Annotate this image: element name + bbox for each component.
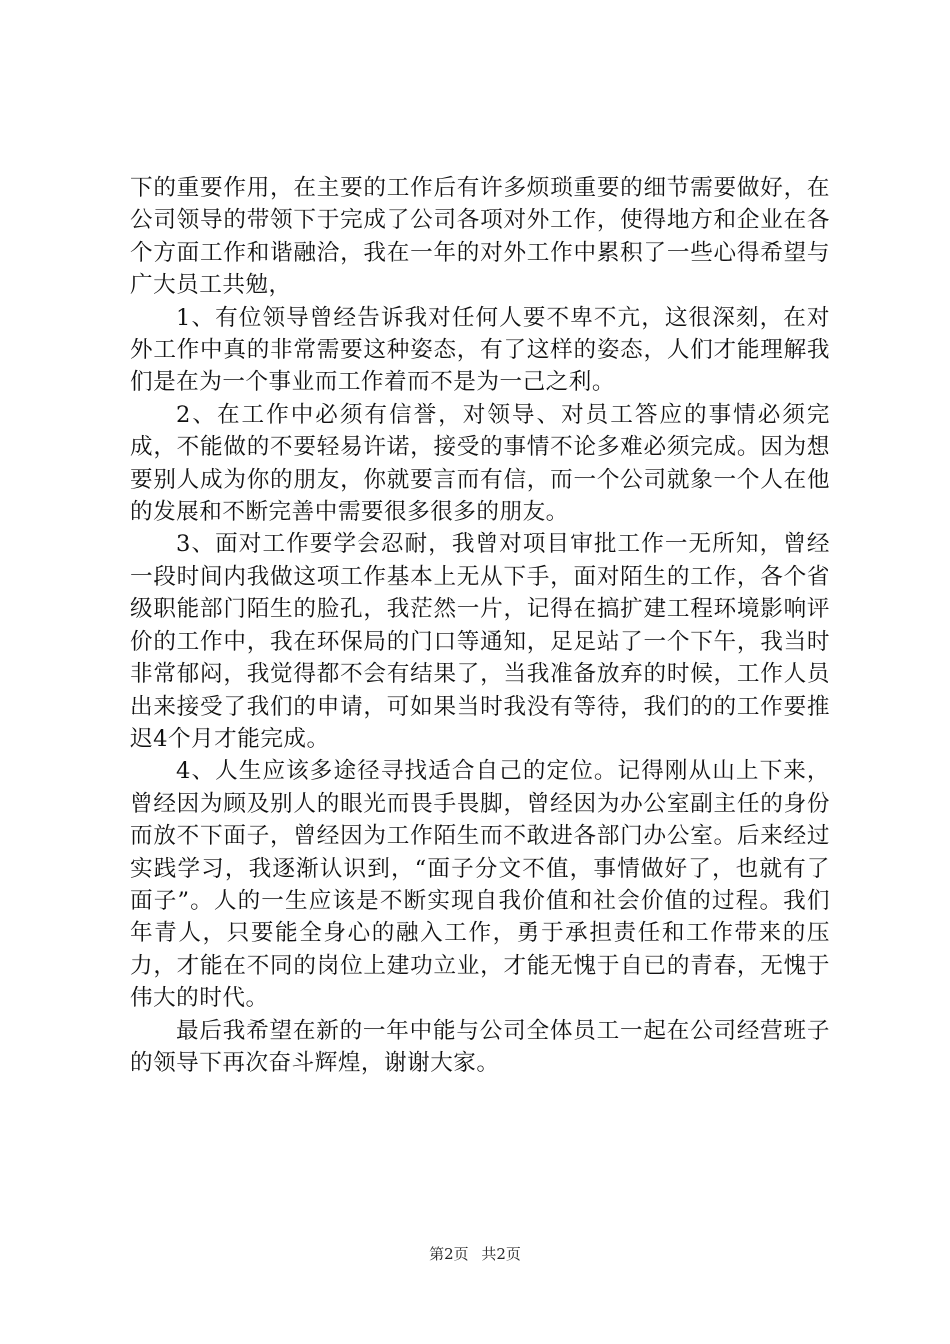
- paragraph-point-3: 3、面对工作要学会忍耐，我曾对项目审批工作一无所知，曾经一段时间内我做这项工作基本上无从下手，面对陌生的工作，各个省级职能部门陌生的脸孔，我茫然一片，记得在搞扩建工程环境影响评价的工作中，我在环保局的门口等通知，足足站了一个下午，我当时非常郁闷，我觉得都不会有结果了，当我准备放弃的时候，工作人员出来接受了我们的申请，可如果当时我没有等待，我们的的工作要推迟4个月才能完成。: [130, 531, 830, 752]
- page-number: 第2页: [429, 1245, 469, 1263]
- page-footer: [0, 1244, 950, 1264]
- paragraph-point-1: 1、有位领导曾经告诉我对任何人要不卑不亢，这很深刻，在对外工作中真的非常需要这种姿态，有了这样的姿态，人们才能理解我们是在为一个事业而工作着而不是为一己之利。: [130, 304, 830, 396]
- paragraph-closing: 最后我希望在新的一年中能与公司全体员工一起在公司经营班子的领导下再次奋斗辉煌，谢谢大家。: [130, 1017, 830, 1076]
- document-body: [130, 172, 830, 1079]
- page-total: 共2页: [481, 1245, 521, 1263]
- paragraph-continued: 下的重要作用，在主要的工作后有许多烦琐重要的细节需要做好，在公司领导的带领下于完成了公司各项对外工作，使得地方和企业在各个方面工作和谐融洽，我在一年的对外工作中累积了一些心得希望与广大员工共勉，: [130, 175, 830, 299]
- paragraph-point-2: 2、在工作中必须有信誉，对领导、对员工答应的事情必须完成，不能做的不要轻易许诺，接受的事情不论多难必须完成。因为想要别人成为你的朋友，你就要言而有信，而一个公司就象一个人在他的发展和不断完善中需要很多很多的朋友。: [130, 401, 830, 526]
- paragraph-point-4: 4、人生应该多途径寻找适合自己的定位。记得刚从山上下来，曾经因为顾及别人的眼光而畏手畏脚，曾经因为办公室副主任的身份而放不下面子，曾经因为工作陌生而不敢进各部门办公室。后来经过实践学习，我逐渐认识到，“面子分文不值，事情做好了，也就有了面子”。人的一生应该是不断实现自我价值和社会价值的过程。我们年青人，只要能全身心的融入工作，勇于承担责任和工作带来的压力，才能在不同的岗位上建功立业，才能无愧于自已的青春，无愧于伟大的时代。: [130, 758, 830, 1012]
